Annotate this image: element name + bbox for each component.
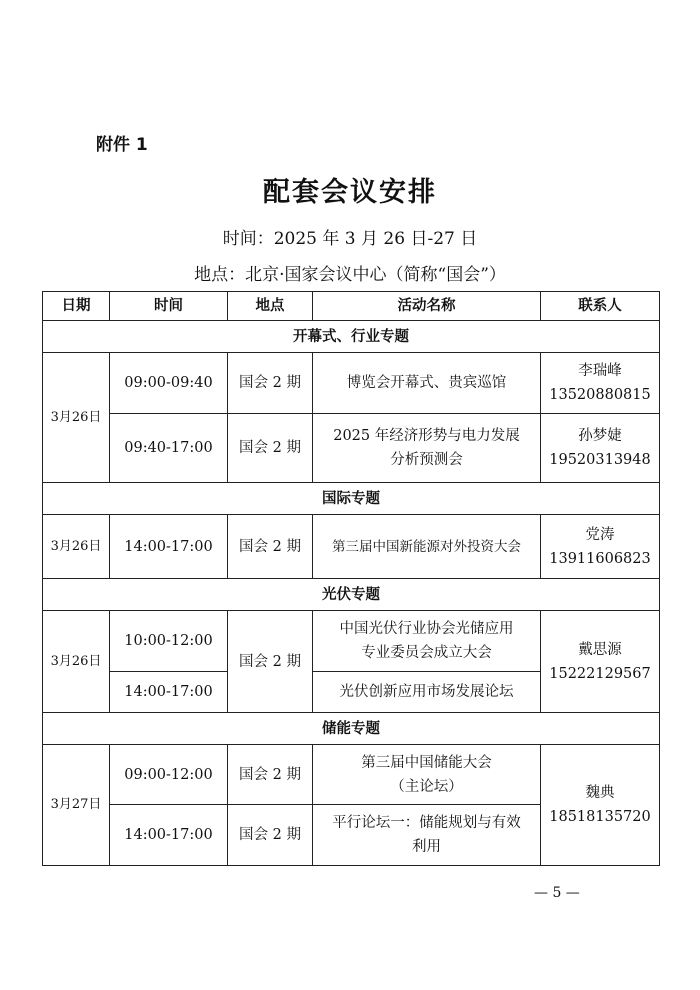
activity-cell	[313, 745, 541, 805]
schedule-table	[42, 291, 660, 866]
time-cell: 09:00-09:40	[110, 353, 228, 414]
contact-cell	[541, 353, 660, 414]
activity-line: 分析预测会	[390, 452, 463, 468]
header-row	[43, 292, 660, 321]
contact-name: 魏典	[585, 785, 615, 801]
venue-cell: 国会 2 期	[228, 805, 313, 866]
contact-name: 孙梦婕	[578, 428, 622, 444]
attachment-label: 附件 1	[96, 135, 148, 155]
venue-cell: 国会 2 期	[228, 745, 313, 805]
contact-cell	[541, 515, 660, 579]
venue-cell: 国会 2 期	[228, 515, 313, 579]
contact-cell	[541, 745, 660, 866]
event-place: 地点：北京·国家会议中心（简称“国会”）	[194, 265, 506, 285]
table-row	[43, 353, 660, 414]
contact-name: 李瑞峰	[578, 363, 622, 379]
date-cell: 3月27日	[43, 745, 110, 866]
date-cell: 3月26日	[43, 515, 110, 579]
page-title: 配套会议安排	[263, 177, 437, 208]
activity-line: 中国光伏行业协会光储应用	[339, 621, 514, 637]
activity-line: 2025 年经济形势与电力发展	[333, 428, 520, 444]
activity-line: 专业委员会成立大会	[361, 645, 492, 661]
page-number: — 5 —	[534, 885, 580, 901]
section-title: 光伏专题	[43, 579, 660, 611]
activity-cell	[313, 611, 541, 672]
venue-cell: 国会 2 期	[228, 414, 313, 483]
activity-line: 光伏创新应用市场发展论坛	[339, 684, 514, 700]
section-row	[43, 483, 660, 515]
section-row	[43, 713, 660, 745]
contact-phone: 15222129567	[549, 665, 651, 682]
time-cell: 09:00-12:00	[110, 745, 228, 805]
time-cell: 14:00-17:00	[110, 805, 228, 866]
contact-name: 党涛	[585, 526, 615, 543]
table-row	[43, 414, 660, 483]
contact-cell	[541, 414, 660, 483]
venue-cell: 国会 2 期	[228, 353, 313, 414]
section-title: 国际专题	[43, 483, 660, 515]
contact-phone: 13911606823	[549, 550, 651, 567]
activity-line: 平行论坛一：储能规划与有效	[332, 815, 521, 831]
activity-cell	[313, 414, 541, 483]
time-cell: 09:40-17:00	[110, 414, 228, 483]
activity-cell	[313, 672, 541, 713]
activity-cell	[313, 353, 541, 414]
activity-line: 第三届中国新能源对外投资大会	[332, 538, 521, 555]
header-venue: 地点	[228, 292, 313, 321]
header-contact: 联系人	[541, 292, 660, 321]
date-cell: 3月26日	[43, 353, 110, 483]
section-row	[43, 321, 660, 353]
contact-phone: 18518135720	[549, 809, 651, 825]
section-title: 储能专题	[43, 713, 660, 745]
contact-phone: 13520880815	[549, 387, 651, 403]
activity-line: 第三届中国储能大会	[361, 754, 492, 771]
activity-line: 博览会开幕式、贵宾巡馆	[346, 375, 507, 391]
header-time: 时间	[110, 292, 228, 321]
header-activity: 活动名称	[313, 292, 541, 321]
time-cell: 14:00-17:00	[110, 515, 228, 579]
activity-line: （主论坛）	[390, 778, 463, 795]
date-cell: 3月26日	[43, 611, 110, 713]
activity-cell	[313, 515, 541, 579]
header-date: 日期	[43, 292, 110, 321]
section-title: 开幕式、行业专题	[43, 321, 660, 353]
contact-cell	[541, 611, 660, 713]
contact-phone: 19520313948	[549, 452, 651, 468]
section-row	[43, 579, 660, 611]
table-row	[43, 515, 660, 579]
table-row	[43, 745, 660, 805]
activity-cell	[313, 805, 541, 866]
contact-name: 戴思源	[578, 641, 622, 658]
event-time: 时间：2025 年 3 月 26 日-27 日	[222, 229, 478, 249]
venue-cell: 国会 2 期	[228, 611, 313, 713]
activity-line: 利用	[412, 839, 441, 855]
time-cell: 10:00-12:00	[110, 611, 228, 672]
table-row	[43, 611, 660, 672]
time-cell: 14:00-17:00	[110, 672, 228, 713]
